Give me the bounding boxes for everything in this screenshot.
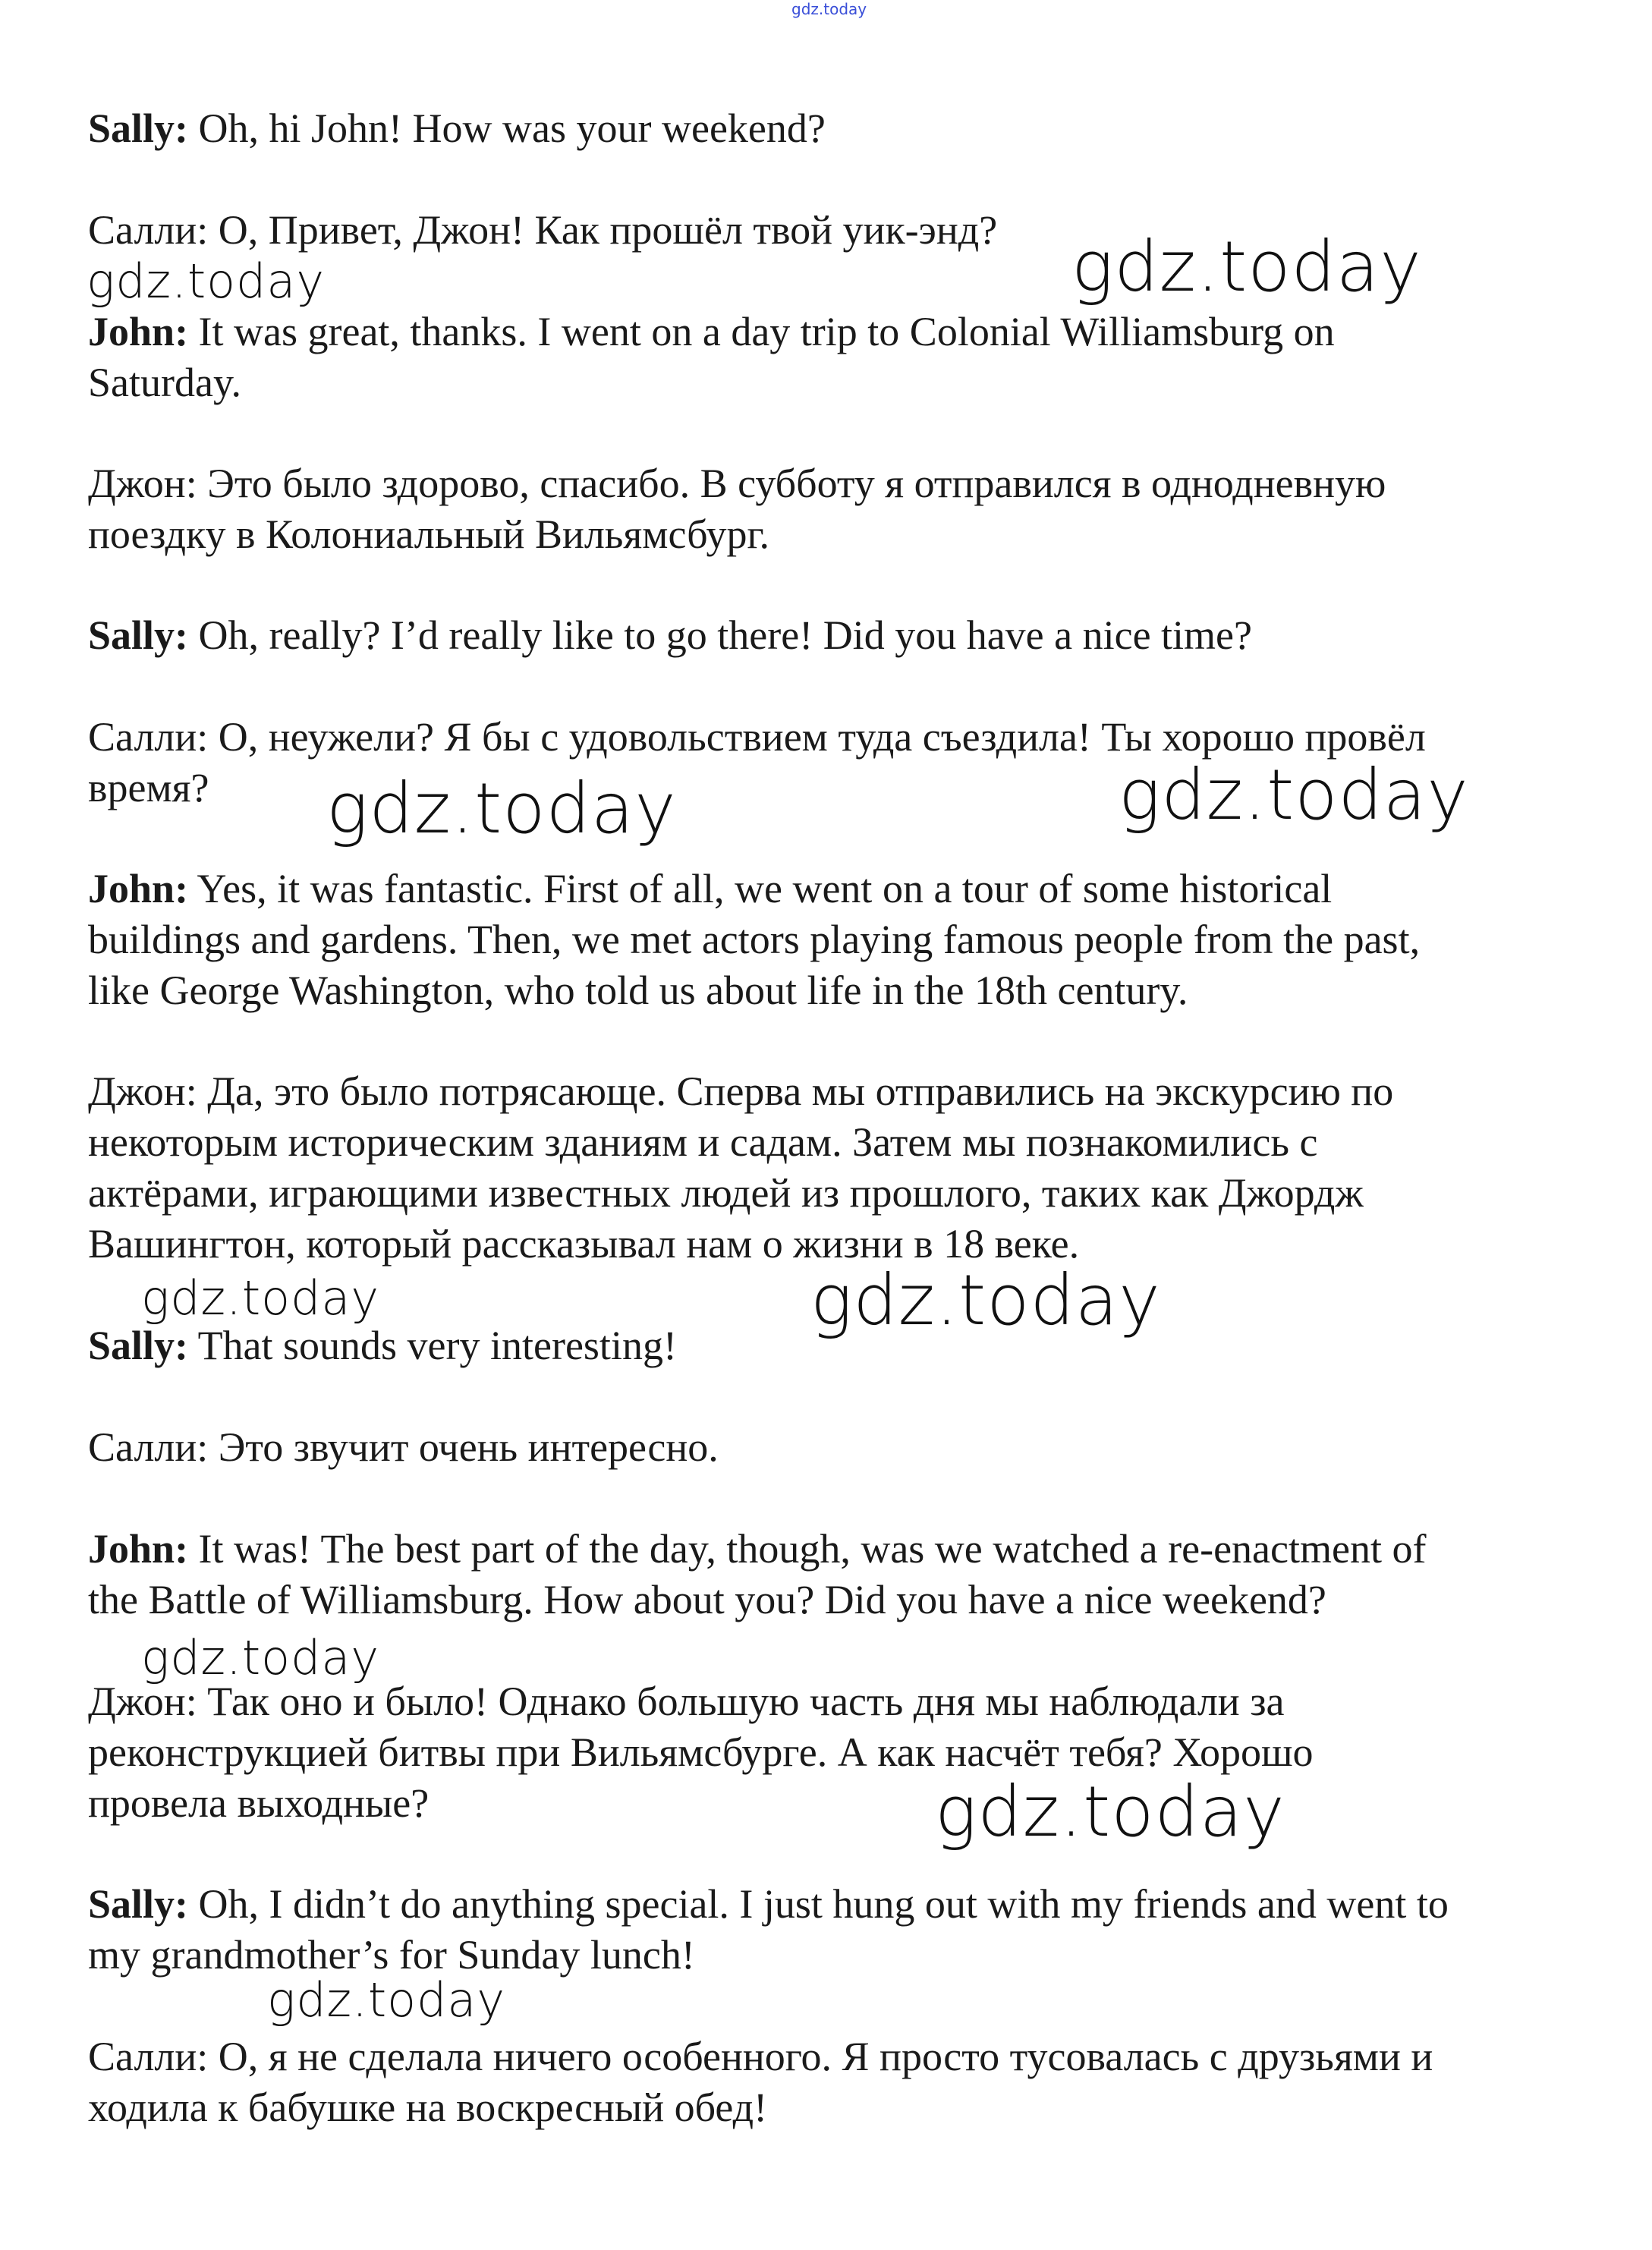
watermark-text: gdz.today: [267, 1972, 506, 2028]
line-text: the Battle of Williamsburg. How about you? Did you have a nice weekend?: [88, 1577, 1326, 1622]
translation-line: Салли: О, я не сделала ничего особенного. Я просто тусовалась с друзьями и: [88, 2034, 1433, 2079]
translation-line: ходила к бабушке на воскресный обед!: [88, 2085, 768, 2130]
line-text: Yes, it was fantastic. First of all, we went on a tour of some historical: [197, 866, 1333, 911]
speaker-label: Sally:: [88, 105, 189, 151]
line-text: buildings and gardens. Then, we met actors playing famous people from the past,: [88, 917, 1421, 962]
dialogue-line: [88, 1524, 1426, 1575]
translation-line: Джон: Это было здорово, спасибо. В субботу я отправился в однодневную: [88, 461, 1386, 506]
speaker-label: John:: [88, 309, 189, 354]
dialogue-line: [88, 864, 1332, 914]
translation-line: реконструкцией битвы при Вильямсбурге. А как насчёт тебя? Хорошо: [88, 1729, 1314, 1775]
line-text: Saturday.: [88, 360, 241, 405]
dialogue-line: [88, 103, 826, 154]
dialogue-line: [88, 307, 1335, 357]
speaker-label: John:: [88, 1526, 189, 1572]
line-text: That sounds very interesting!: [197, 1323, 677, 1368]
speaker-label: John:: [88, 866, 189, 911]
translation-line: Джон: Да, это было потрясающе. Сперва мы отправились на экскурсию по: [88, 1068, 1394, 1114]
watermark-text: gdz.today: [810, 1260, 1161, 1341]
translation-line: актёрами, играющими известных людей из прошлого, таких как Джордж: [88, 1170, 1364, 1216]
translation-line: Вашингтон, который рассказывал нам о жизни в 18 веке.: [88, 1221, 1080, 1267]
translation-line: время?: [88, 765, 209, 810]
translation-line: провела выходные?: [88, 1780, 430, 1826]
line-text: It was! The best part of the day, though, was we watched a re-enactment of: [198, 1526, 1427, 1572]
dialogue-line: [88, 610, 1252, 661]
watermark-text: gdz.today: [87, 253, 326, 309]
watermark-text: gdz.today: [141, 1630, 380, 1685]
speaker-label: Sally:: [88, 1323, 189, 1368]
dialogue-line: [88, 1879, 1449, 1930]
watermark-text: gdz.today: [326, 768, 677, 849]
watermark-text: gdz.today: [141, 1270, 380, 1326]
translation-line: Салли: Это звучит очень интересно.: [88, 1424, 719, 1470]
watermark-text: gdz.today: [1119, 754, 1469, 835]
watermark-text: gdz.today: [1071, 226, 1422, 307]
speaker-label: Sally:: [88, 1881, 189, 1927]
translation-line: Джон: Так оно и было! Однако большую часть дня мы наблюдали за: [88, 1679, 1285, 1724]
speaker-label: Sally:: [88, 612, 189, 658]
translation-line: некоторым историческим зданиям и садам. Затем мы познакомились с: [88, 1119, 1318, 1165]
line-text: Oh, hi John! How was your weekend?: [198, 105, 826, 151]
watermark-text: gdz.today: [935, 1771, 1285, 1852]
line-text: like George Washington, who told us about life in the 18th century.: [88, 968, 1188, 1013]
translation-line: Салли: О, Привет, Джон! Как прошёл твой уик-энд?: [88, 207, 998, 253]
translation-line: Салли: О, неужели? Я бы с удовольствием туда съездила! Ты хорошо провёл: [88, 714, 1426, 760]
line-text: Oh, really? I’d really like to go there! Did you have a nice time?: [198, 612, 1252, 658]
translation-line: поездку в Колониальный Вильямсбург.: [88, 511, 770, 557]
dialogue-line: [88, 1320, 677, 1371]
line-text: my grandmother’s for Sunday lunch!: [88, 1932, 695, 1978]
header-watermark: gdz.today: [791, 0, 867, 18]
line-text: It was great, thanks. I went on a day trip to Colonial Williamsburg on: [198, 309, 1335, 354]
line-text: Oh, I didn’t do anything special. I just hung out with my friends and went to: [198, 1881, 1449, 1927]
